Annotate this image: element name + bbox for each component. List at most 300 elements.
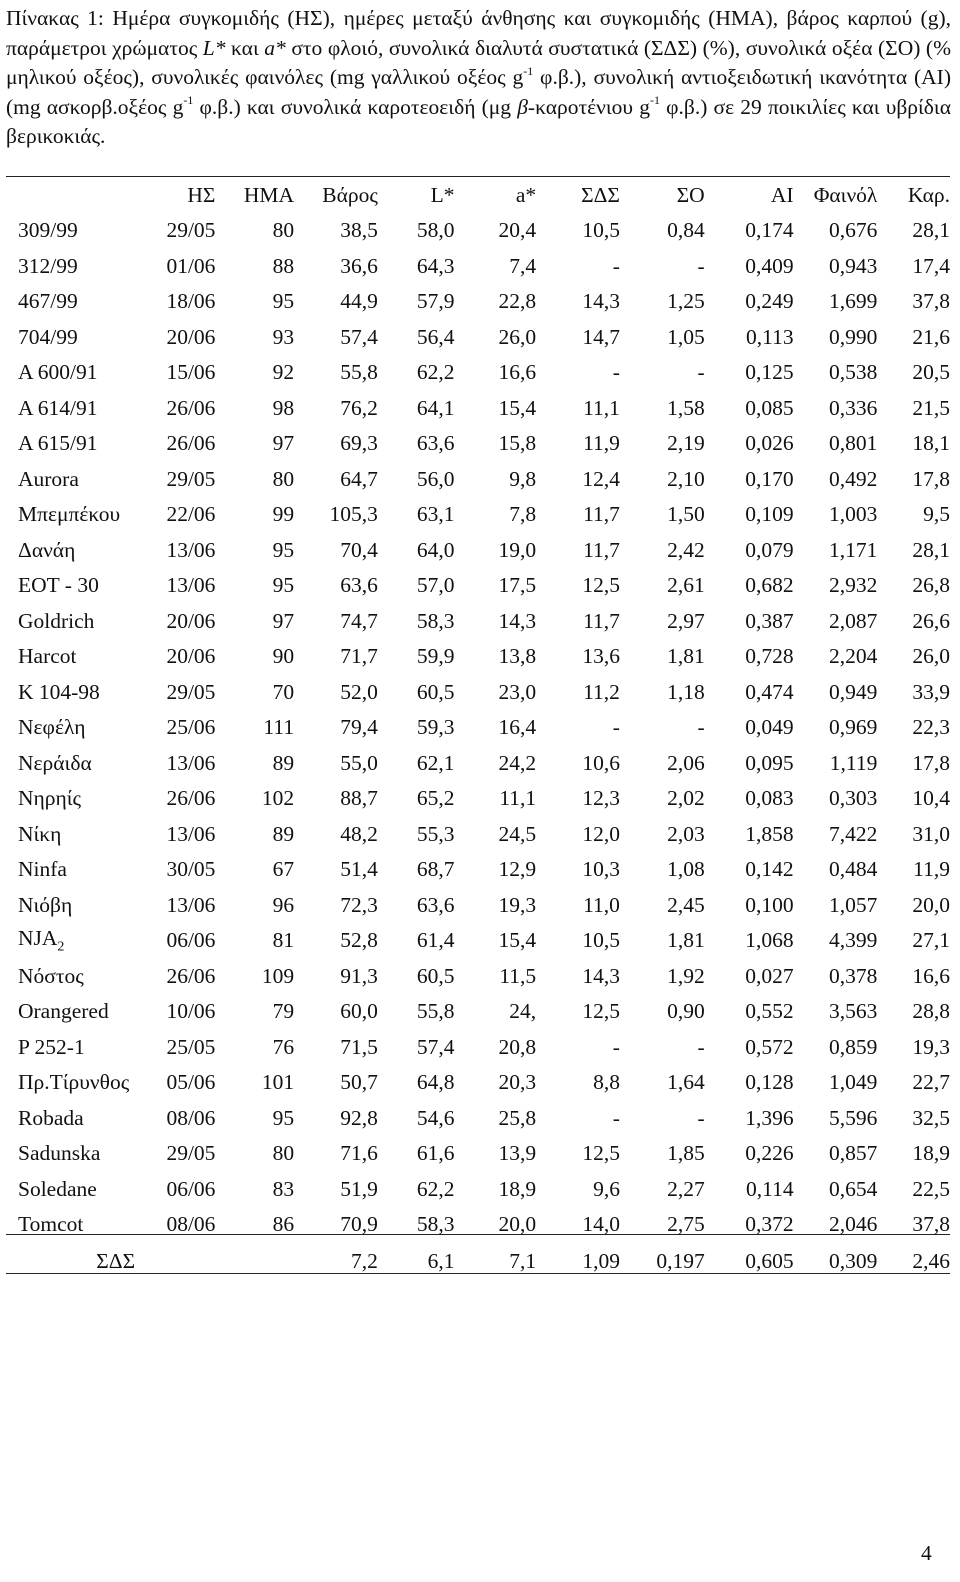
column-header: Φαινόλ: [813, 183, 878, 207]
value-cell: 20/06: [166, 324, 216, 349]
caption-exponent: -1: [523, 63, 534, 78]
value-cell: 51,9: [340, 1176, 378, 1201]
value-cell: 0,303: [828, 786, 878, 811]
value-cell: 95: [272, 573, 295, 598]
table-row: [6, 675, 950, 711]
value-cell: 95: [272, 289, 295, 314]
value-cell: 0,226: [745, 1141, 794, 1166]
value-cell: 13/06: [166, 821, 216, 846]
value-cell: 63,6: [416, 892, 455, 917]
value-cell: 1,057: [828, 892, 878, 917]
variety-name-cell: 312/99: [18, 253, 78, 278]
table-row: [6, 1207, 950, 1243]
value-cell: 13/06: [166, 537, 216, 562]
value-cell: 61,4: [416, 928, 455, 953]
value-cell: 74,7: [340, 608, 378, 633]
value-cell: 68,7: [416, 857, 455, 882]
value-cell: 26/06: [166, 431, 216, 456]
value-cell: 11,1: [583, 395, 620, 420]
lsd-value-cell: 1,09: [582, 1249, 620, 1273]
value-cell: 2,204: [828, 644, 878, 669]
variety-name-cell: Orangered: [18, 999, 109, 1024]
lsd-label: ΣΔΣ: [96, 1249, 136, 1273]
value-cell: -: [612, 715, 620, 740]
value-cell: 11,5: [499, 963, 537, 988]
value-cell: 0,128: [745, 1070, 794, 1095]
value-cell: 1,003: [828, 502, 878, 527]
value-cell: -: [697, 253, 705, 278]
value-cell: 20,5: [912, 360, 950, 385]
column-header: Βάρος: [322, 183, 378, 207]
column-header: ΑΙ: [770, 183, 794, 207]
table-row: [6, 639, 950, 675]
value-cell: -: [612, 360, 620, 385]
caption-symbol-beta: β: [517, 94, 528, 119]
value-cell: 2,03: [667, 821, 705, 846]
value-cell: 20,3: [498, 1070, 537, 1095]
value-cell: 86: [272, 1212, 295, 1237]
value-cell: 58,3: [416, 608, 455, 633]
value-cell: 26/06: [166, 395, 216, 420]
value-cell: 2,19: [667, 431, 705, 456]
value-cell: 17,5: [498, 573, 537, 598]
value-cell: 0,676: [828, 218, 878, 243]
column-header: [6, 178, 139, 213]
value-cell: 57,0: [416, 573, 455, 598]
value-cell: 11,9: [583, 431, 620, 456]
value-cell: 1,81: [667, 928, 705, 953]
variety-name-cell: Νιόβη: [18, 892, 73, 917]
caption-text: φ.β.) και συνολικά καροτεοειδή (μg: [193, 94, 518, 119]
value-cell: 1,858: [745, 821, 794, 846]
value-cell: 92,8: [340, 1105, 378, 1130]
value-cell: 59,9: [416, 644, 455, 669]
caption-text: στο φλοιό, συνολικά διαλυτά συστατικά (ΣΔΣ) (%), συνολικά οξέα (ΣΟ) (% μηλικού οξέος), συνολικές φαινόλες (mg γαλλικού οξέος g: [6, 35, 951, 89]
value-cell: 11,7: [583, 502, 620, 527]
value-cell: 88,7: [340, 786, 378, 811]
table-row: [6, 284, 950, 320]
value-cell: 71,7: [340, 644, 378, 669]
value-cell: 0,801: [828, 431, 878, 456]
value-cell: 20,8: [498, 1034, 537, 1059]
value-cell: 1,396: [745, 1105, 794, 1130]
value-cell: 11,7: [583, 537, 620, 562]
value-cell: 38,5: [340, 218, 378, 243]
value-cell: 14,3: [582, 289, 620, 314]
value-cell: 22,5: [912, 1176, 950, 1201]
value-cell: 26,6: [912, 608, 950, 633]
value-cell: 0,372: [745, 1212, 794, 1237]
value-cell: 21,6: [912, 324, 950, 349]
table-caption: [6, 4, 951, 152]
variety-name-cell: 309/99: [18, 218, 78, 243]
value-cell: 0,336: [828, 395, 878, 420]
value-cell: 28,8: [912, 999, 950, 1024]
value-cell: 109: [261, 963, 295, 988]
value-cell: 0,538: [828, 360, 878, 385]
value-cell: 13,9: [498, 1141, 537, 1166]
value-cell: 23,0: [498, 679, 537, 704]
value-cell: 26,0: [912, 644, 950, 669]
value-cell: 64,8: [416, 1070, 455, 1095]
table-row: [6, 1172, 950, 1208]
variety-name-cell: Soledane: [18, 1176, 97, 1201]
table-row: [6, 568, 950, 604]
value-cell: 22,7: [912, 1070, 950, 1095]
value-cell: 37,8: [912, 1212, 950, 1237]
value-cell: 2,27: [667, 1176, 705, 1201]
value-cell: 31,0: [912, 821, 950, 846]
value-cell: 18,9: [498, 1176, 537, 1201]
table-row: [6, 604, 950, 640]
table-row: [6, 710, 950, 746]
value-cell: 21,5: [912, 395, 950, 420]
value-cell: 08/06: [166, 1105, 216, 1130]
value-cell: 14,3: [498, 608, 537, 633]
value-cell: 0,026: [745, 431, 794, 456]
value-cell: 36,6: [340, 253, 378, 278]
variety-name-cell: K 104-98: [18, 679, 100, 704]
lsd-row: [6, 1243, 950, 1281]
value-cell: 79,4: [340, 715, 378, 740]
value-cell: 0,492: [828, 466, 878, 491]
value-cell: 7,4: [509, 253, 537, 278]
value-cell: 29/05: [166, 1141, 216, 1166]
value-cell: 26/06: [166, 786, 216, 811]
value-cell: 57,4: [340, 324, 378, 349]
value-cell: 0,174: [745, 218, 794, 243]
value-cell: 18,9: [912, 1141, 950, 1166]
table-row: [6, 1136, 950, 1172]
value-cell: 88: [272, 253, 295, 278]
value-cell: 13/06: [166, 750, 216, 775]
table-top-rule: [6, 176, 950, 177]
value-cell: 2,75: [667, 1212, 705, 1237]
table-row: [6, 994, 950, 1030]
value-cell: 51,4: [340, 857, 378, 882]
value-cell: 2,10: [667, 466, 705, 491]
value-cell: 18,1: [912, 431, 950, 456]
value-cell: 92: [272, 360, 295, 385]
value-cell: 2,06: [667, 750, 705, 775]
value-cell: 17,4: [912, 253, 950, 278]
value-cell: 28,1: [912, 537, 950, 562]
caption-exponent: -1: [649, 93, 660, 108]
table-row: [6, 391, 950, 427]
value-cell: 11,1: [499, 786, 537, 811]
value-cell: 1,049: [828, 1070, 878, 1095]
value-cell: 22,3: [912, 715, 950, 740]
value-cell: 1,068: [745, 928, 794, 953]
value-cell: 2,087: [828, 608, 878, 633]
value-cell: 20/06: [166, 644, 216, 669]
value-cell: 80: [272, 466, 295, 491]
value-cell: 0,90: [667, 999, 705, 1024]
value-cell: 29/05: [166, 466, 216, 491]
value-cell: 24,2: [498, 750, 537, 775]
value-cell: 0,142: [745, 857, 794, 882]
variety-name-cell: Πρ.Τίρυνθος: [18, 1070, 130, 1095]
table-row: [6, 213, 950, 249]
value-cell: 20,0: [498, 1212, 537, 1237]
value-cell: 56,0: [416, 466, 455, 491]
value-cell: 67: [272, 857, 295, 882]
caption-text: φ.β.), συνολική αντιοξειδωτική ικανότητα (ΑΙ) (mg ασκορβ.οξέος g: [6, 65, 951, 119]
value-cell: 15/06: [166, 360, 216, 385]
value-cell: 9,6: [593, 1176, 620, 1201]
table-row: [6, 852, 950, 888]
value-cell: 01/06: [166, 253, 216, 278]
column-header: ΗΜΑ: [243, 183, 295, 207]
value-cell: -: [697, 1034, 705, 1059]
value-cell: 70: [272, 679, 295, 704]
value-cell: 16,4: [498, 715, 537, 740]
table-bottom-rule: [6, 1273, 950, 1274]
variety-name-cell: Ninfa: [18, 857, 67, 882]
value-cell: 76: [272, 1034, 295, 1059]
value-cell: 0,409: [745, 253, 794, 278]
value-cell: 13/06: [166, 892, 216, 917]
value-cell: 20,4: [498, 218, 537, 243]
variety-name-cell: Tomcot: [18, 1212, 84, 1237]
table-row: [6, 497, 950, 533]
value-cell: 55,8: [416, 999, 455, 1024]
variety-name-cell: P 252-1: [18, 1034, 85, 1059]
value-cell: 0,085: [745, 395, 794, 420]
value-cell: 102: [261, 786, 295, 811]
value-cell: 15,4: [498, 928, 537, 953]
column-header: ΣΟ: [676, 183, 705, 207]
table-row: [6, 533, 950, 569]
value-cell: -: [697, 1105, 705, 1130]
value-cell: 90: [272, 644, 295, 669]
value-cell: 0,682: [745, 573, 794, 598]
value-cell: 0,654: [828, 1176, 878, 1201]
variety-name-cell: Νόστος: [18, 963, 84, 988]
value-cell: 65,2: [416, 786, 455, 811]
lsd-value-cell: 2,46: [912, 1249, 950, 1273]
value-cell: 06/06: [166, 1176, 216, 1201]
value-cell: 26,8: [912, 573, 950, 598]
value-cell: 1,05: [667, 324, 705, 349]
value-cell: 101: [261, 1070, 295, 1095]
lsd-value-cell: 6,1: [427, 1249, 455, 1273]
value-cell: 2,45: [667, 892, 705, 917]
value-cell: 33,9: [912, 679, 950, 704]
column-header: L*: [430, 183, 455, 207]
value-cell: 13/06: [166, 573, 216, 598]
value-cell: 14,7: [582, 324, 620, 349]
value-cell: 5,596: [828, 1105, 878, 1130]
value-cell: 1,50: [667, 502, 705, 527]
value-cell: 12,9: [498, 857, 537, 882]
value-cell: 62,2: [416, 360, 455, 385]
value-cell: 83: [272, 1176, 295, 1201]
value-cell: 26/06: [166, 963, 216, 988]
variety-name-cell: 704/99: [18, 324, 78, 349]
table-row: [6, 462, 950, 498]
table-row: [6, 1101, 950, 1137]
caption-text: φ.β.) σε 29 ποικιλίες και υβρίδια βερικοκιάς.: [6, 94, 951, 148]
value-cell: 30/05: [166, 857, 216, 882]
value-cell: 63,6: [340, 573, 378, 598]
value-cell: 69,3: [340, 431, 378, 456]
value-cell: 0,114: [746, 1176, 794, 1201]
value-cell: 12,3: [582, 786, 620, 811]
value-cell: 06/06: [166, 928, 216, 953]
lsd-value-cell: 7,1: [509, 1249, 537, 1273]
value-cell: 97: [272, 431, 295, 456]
value-cell: 62,1: [416, 750, 455, 775]
caption-text: -καροτένιου g: [527, 94, 650, 119]
value-cell: 44,9: [340, 289, 378, 314]
table-row: [6, 249, 950, 285]
value-cell: 0,84: [667, 218, 705, 243]
value-cell: 19,0: [498, 537, 537, 562]
value-cell: -: [612, 253, 620, 278]
value-cell: 76,2: [340, 395, 378, 420]
value-cell: 22/06: [166, 502, 216, 527]
variety-name-cell: A 614/91: [18, 395, 98, 420]
value-cell: 2,97: [667, 608, 705, 633]
value-cell: 1,171: [828, 537, 878, 562]
value-cell: 64,3: [416, 253, 455, 278]
column-header: Καρ.: [907, 183, 950, 207]
value-cell: -: [612, 1034, 620, 1059]
value-cell: 12,5: [582, 1141, 620, 1166]
variety-name-cell: Sadunska: [18, 1141, 101, 1166]
value-cell: 13,6: [582, 644, 620, 669]
lsd-value-cell: 0,309: [828, 1249, 878, 1273]
value-cell: 0,857: [828, 1141, 878, 1166]
value-cell: 1,08: [667, 857, 705, 882]
table-row: [6, 746, 950, 782]
value-cell: 0,387: [745, 608, 794, 633]
caption-symbol-a: a*: [264, 35, 286, 60]
value-cell: 19,3: [498, 892, 537, 917]
value-cell: 10,6: [582, 750, 620, 775]
value-cell: 60,0: [340, 999, 378, 1024]
value-cell: 56,4: [416, 324, 455, 349]
value-cell: 0,083: [745, 786, 794, 811]
value-cell: 95: [272, 1105, 295, 1130]
variety-name-cell: A 615/91: [18, 431, 98, 456]
data-table: [6, 178, 950, 1281]
value-cell: 15,8: [498, 431, 537, 456]
value-cell: 16,6: [498, 360, 537, 385]
value-cell: 32,5: [912, 1105, 950, 1130]
value-cell: 05/06: [166, 1070, 216, 1095]
value-cell: 55,8: [340, 360, 378, 385]
value-cell: -: [697, 715, 705, 740]
value-cell: 55,0: [340, 750, 378, 775]
value-cell: 70,9: [340, 1212, 378, 1237]
caption-exponent: -1: [183, 93, 194, 108]
variety-name-cell: Μπεμπέκου: [18, 502, 121, 527]
variety-name-cell: 467/99: [18, 289, 78, 314]
value-cell: 71,5: [340, 1034, 378, 1059]
value-cell: 50,7: [340, 1070, 378, 1095]
value-cell: 60,5: [416, 963, 455, 988]
value-cell: 0,109: [745, 502, 794, 527]
value-cell: 12,5: [582, 999, 620, 1024]
value-cell: 27,1: [912, 928, 950, 953]
value-cell: 1,64: [667, 1070, 705, 1095]
value-cell: 80: [272, 218, 295, 243]
value-cell: 111: [263, 715, 295, 740]
value-cell: 63,6: [416, 431, 455, 456]
value-cell: 0,049: [745, 715, 794, 740]
value-cell: 2,42: [667, 537, 705, 562]
value-cell: 0,943: [828, 253, 878, 278]
value-cell: 18/06: [166, 289, 216, 314]
value-cell: 2,02: [667, 786, 705, 811]
value-cell: 29/05: [166, 679, 216, 704]
value-cell: 52,0: [340, 679, 378, 704]
value-cell: 16,6: [912, 963, 950, 988]
value-cell: 0,552: [745, 999, 794, 1024]
table-row: [6, 320, 950, 356]
value-cell: 79: [272, 999, 295, 1024]
value-cell: 0,378: [828, 963, 878, 988]
value-cell: 7,8: [509, 502, 537, 527]
caption-symbol-l: L*: [202, 35, 226, 60]
value-cell: 95: [272, 537, 295, 562]
value-cell: 10,5: [582, 218, 620, 243]
value-cell: 58,0: [416, 218, 455, 243]
value-cell: 89: [272, 821, 295, 846]
value-cell: 0,249: [745, 289, 794, 314]
value-cell: 2,046: [828, 1212, 878, 1237]
table-rule-before-total: [6, 1234, 950, 1235]
value-cell: 58,3: [416, 1212, 455, 1237]
value-cell: 91,3: [340, 963, 378, 988]
value-cell: 12,0: [582, 821, 620, 846]
header-row: [6, 178, 950, 213]
value-cell: 29/05: [166, 218, 216, 243]
value-cell: 0,079: [745, 537, 794, 562]
value-cell: 12,4: [582, 466, 620, 491]
value-cell: 26,0: [498, 324, 537, 349]
value-cell: 0,990: [828, 324, 878, 349]
value-cell: 10,5: [582, 928, 620, 953]
value-cell: 25,8: [498, 1105, 537, 1130]
value-cell: 14,3: [582, 963, 620, 988]
variety-name-cell: Δανάη: [18, 537, 76, 562]
value-cell: 25/06: [166, 715, 216, 740]
variety-name-cell: $NJA_2$: [18, 926, 65, 955]
value-cell: 59,3: [416, 715, 455, 740]
value-cell: 17,8: [912, 750, 950, 775]
value-cell: 71,6: [340, 1141, 378, 1166]
value-cell: 105,3: [329, 502, 378, 527]
value-cell: 0,949: [828, 679, 878, 704]
value-cell: 52,8: [340, 928, 378, 953]
value-cell: 19,3: [912, 1034, 950, 1059]
value-cell: 9,5: [923, 502, 950, 527]
value-cell: 0,100: [745, 892, 794, 917]
value-cell: 97: [272, 608, 295, 633]
value-cell: 28,1: [912, 218, 950, 243]
value-cell: 0,095: [745, 750, 794, 775]
value-cell: 60,5: [416, 679, 455, 704]
value-cell: 14,0: [582, 1212, 620, 1237]
value-cell: 89: [272, 750, 295, 775]
value-cell: 0,170: [745, 466, 794, 491]
value-cell: 8,8: [593, 1070, 620, 1095]
value-cell: 4,399: [828, 928, 878, 953]
caption-text: Πίνακας 1: Ημέρα συγκομιδής (ΗΣ), ημέρες μεταξύ άνθησης και συγκομιδής (ΗΜΑ), βάρος καρπού (g), παράμετροι χρώματος: [6, 6, 951, 60]
